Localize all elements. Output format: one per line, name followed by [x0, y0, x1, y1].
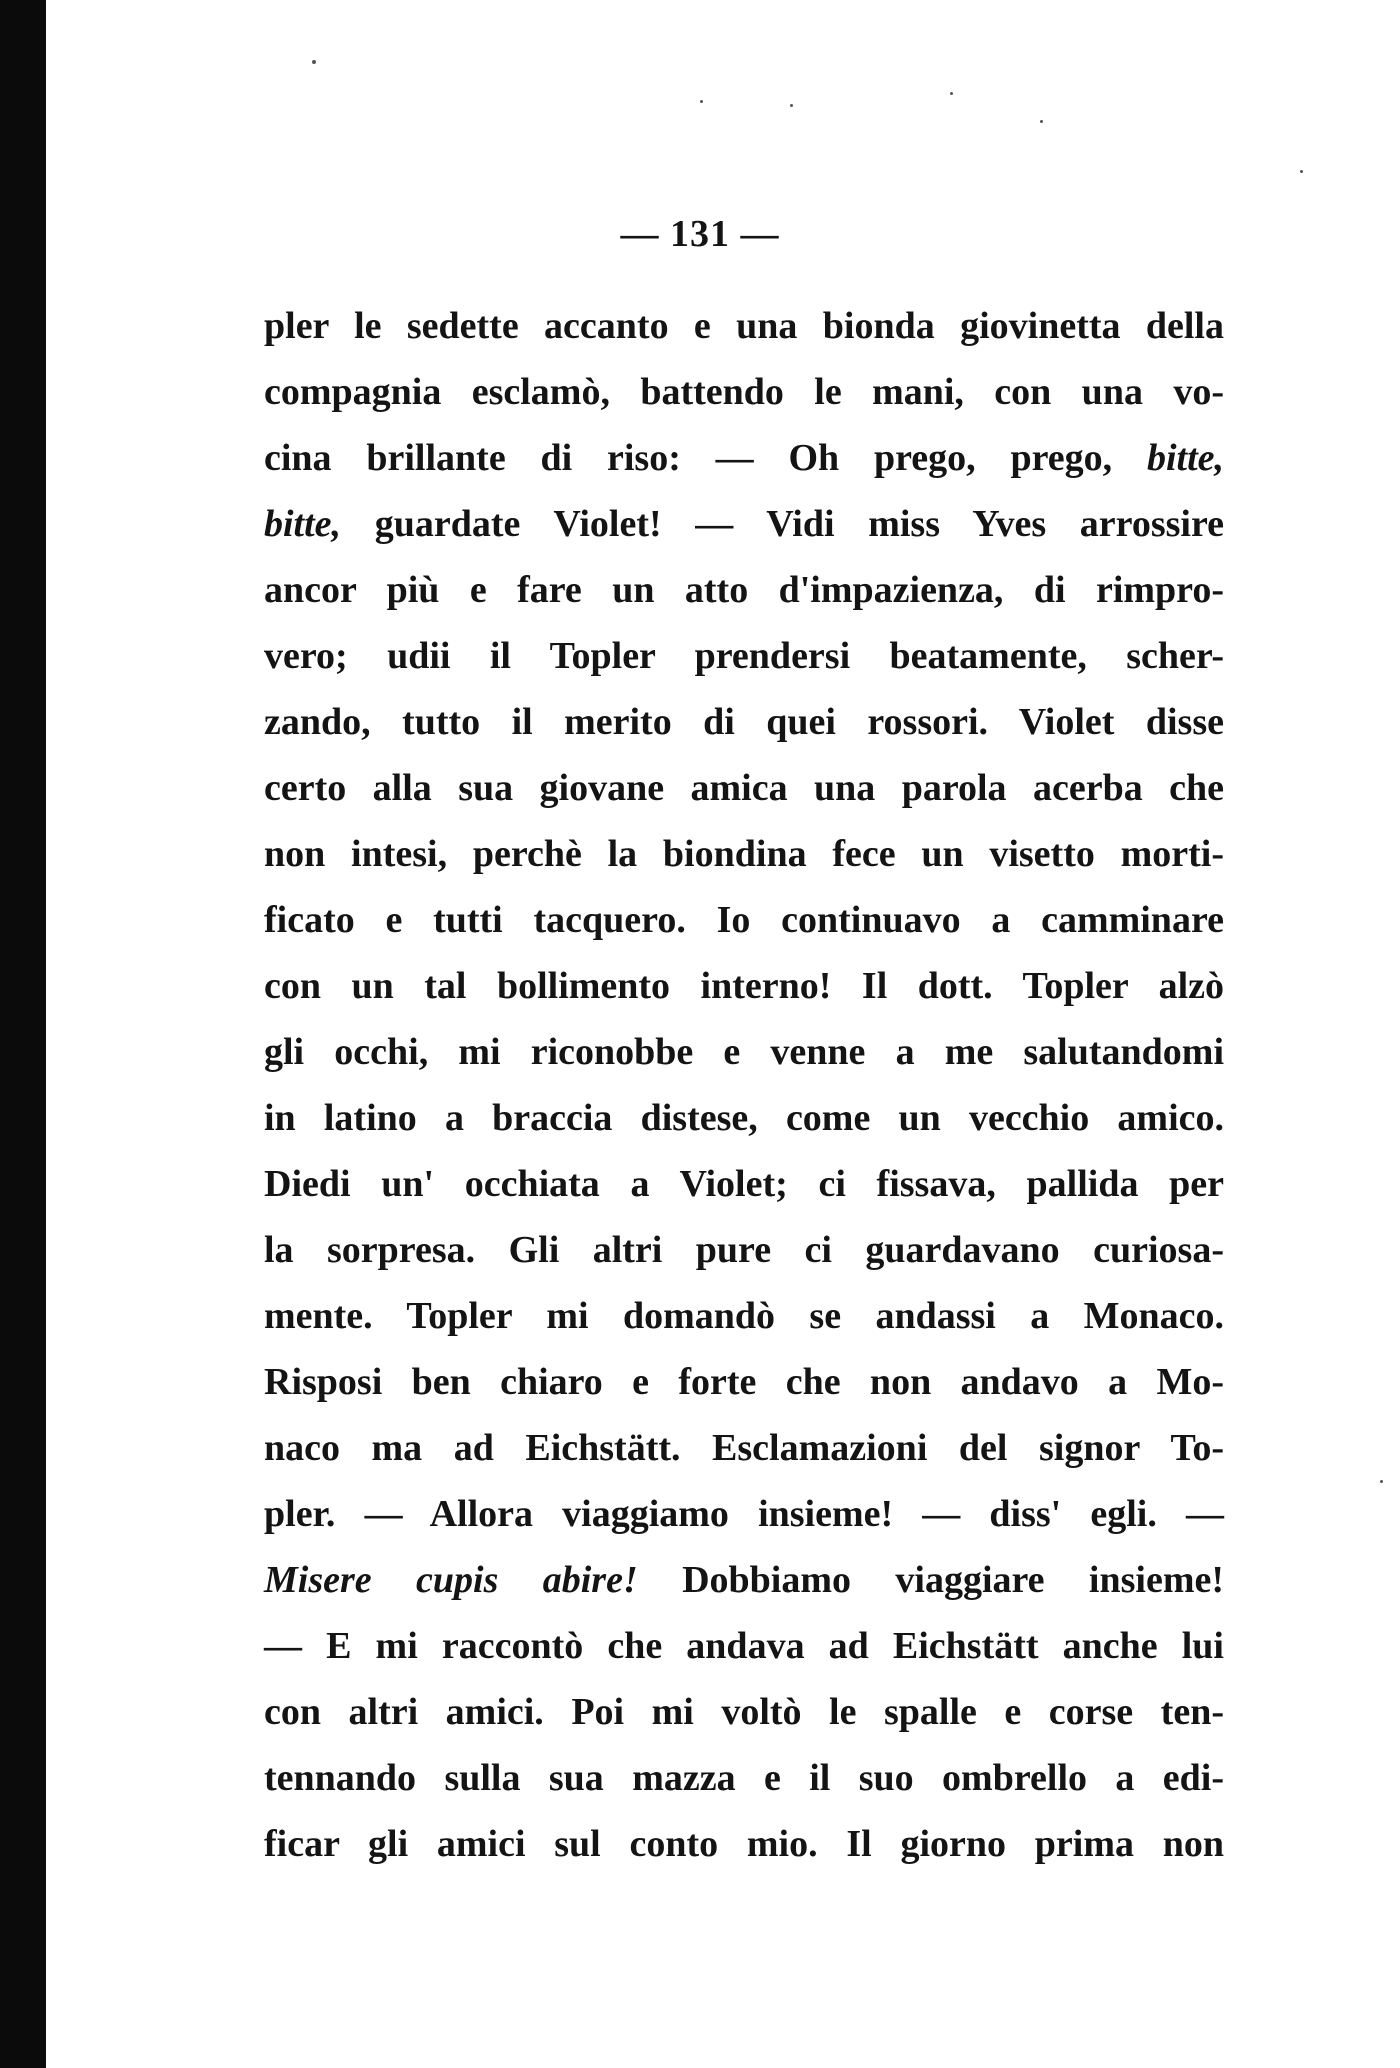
text-line: [264, 1349, 1224, 1415]
text-run: pler le sedette accanto e una bionda giovinetta della: [264, 305, 1224, 347]
text-run: con altri amici. Poi mi voltò le spalle e corse ten-: [264, 1691, 1224, 1733]
scan-speck: [1300, 170, 1303, 173]
text-line: [264, 821, 1224, 887]
italic-text: bitte,: [264, 503, 342, 545]
text-line: [264, 293, 1224, 359]
text-run: Diedi un' occhiata a Violet; ci fissava, pallida per: [264, 1163, 1224, 1205]
scan-speck: [950, 92, 953, 95]
text-run: pler. — Allora viaggiamo insieme! — diss' egli. —: [264, 1493, 1224, 1535]
text-line: [264, 1019, 1224, 1085]
text-line: [264, 755, 1224, 821]
text-line: [264, 557, 1224, 623]
text-line: [264, 425, 1224, 491]
scan-speck: [700, 100, 703, 103]
text-run: cina brillante di riso: — Oh prego, prego,: [264, 437, 1147, 479]
text-run: Risposi ben chiaro e forte che non andavo a Mo-: [264, 1361, 1224, 1403]
text-run: vero; udii il Topler prendersi beatamente, scher-: [264, 635, 1224, 677]
text-run: gli occhi, mi riconobbe e venne a me salutandomi: [264, 1031, 1224, 1073]
text-run: ficato e tutti tacquero. Io continuavo a camminare: [264, 899, 1224, 941]
page-number: — 131 —: [620, 213, 780, 255]
italic-text: Misere cupis abire!: [264, 1559, 638, 1601]
text-line: [264, 953, 1224, 1019]
text-line: [264, 623, 1224, 689]
text-run: certo alla sua giovane amica una parola acerba che: [264, 767, 1224, 809]
text-line: [264, 1085, 1224, 1151]
italic-text: bitte,: [1146, 437, 1224, 479]
scan-speck: [1380, 1480, 1383, 1483]
text-line: [264, 1811, 1224, 1877]
text-line: [264, 1283, 1224, 1349]
text-line: [264, 1151, 1224, 1217]
text-line: [264, 1613, 1224, 1679]
text-run: compagnia esclamò, battendo le mani, con una vo-: [264, 371, 1224, 413]
text-run: guardate Violet! — Vidi miss Yves arrossire: [341, 503, 1224, 545]
text-run: la sorpresa. Gli altri pure ci guardavano curiosa-: [264, 1229, 1224, 1271]
text-run: con un tal bollimento interno! Il dott. Topler alzò: [264, 965, 1224, 1007]
scan-speck: [312, 60, 316, 64]
text-run: naco ma ad Eichstätt. Esclamazioni del signor To-: [264, 1427, 1224, 1469]
text-run: Dobbiamo viaggiare insieme!: [637, 1559, 1224, 1601]
text-line: [264, 1745, 1224, 1811]
text-line: [264, 1547, 1224, 1613]
text-run: ancor più e fare un atto d'impazienza, di rimpro-: [264, 569, 1224, 611]
scan-speck: [1040, 120, 1043, 123]
text-run: — E mi raccontò che andava ad Eichstätt anche lui: [264, 1625, 1224, 1667]
body-text: [264, 293, 1224, 1877]
scan-edge: [0, 0, 46, 2068]
text-line: [264, 689, 1224, 755]
text-run: non intesi, perchè la biondina fece un visetto morti-: [264, 833, 1224, 875]
text-line: [264, 359, 1224, 425]
text-line: [264, 887, 1224, 953]
text-run: ficar gli amici sul conto mio. Il giorno prima non: [264, 1823, 1224, 1865]
text-line: [264, 1481, 1224, 1547]
text-line: [264, 1679, 1224, 1745]
scan-speck: [790, 104, 793, 107]
text-run: in latino a braccia distese, come un vecchio amico.: [264, 1097, 1224, 1139]
text-run: mente. Topler mi domandò se andassi a Monaco.: [264, 1295, 1224, 1337]
text-run: zando, tutto il merito di quei rossori. Violet disse: [264, 701, 1224, 743]
text-line: [264, 491, 1224, 557]
text-line: [264, 1415, 1224, 1481]
text-line: [264, 1217, 1224, 1283]
text-run: tennando sulla sua mazza e il suo ombrello a edi-: [264, 1757, 1224, 1799]
